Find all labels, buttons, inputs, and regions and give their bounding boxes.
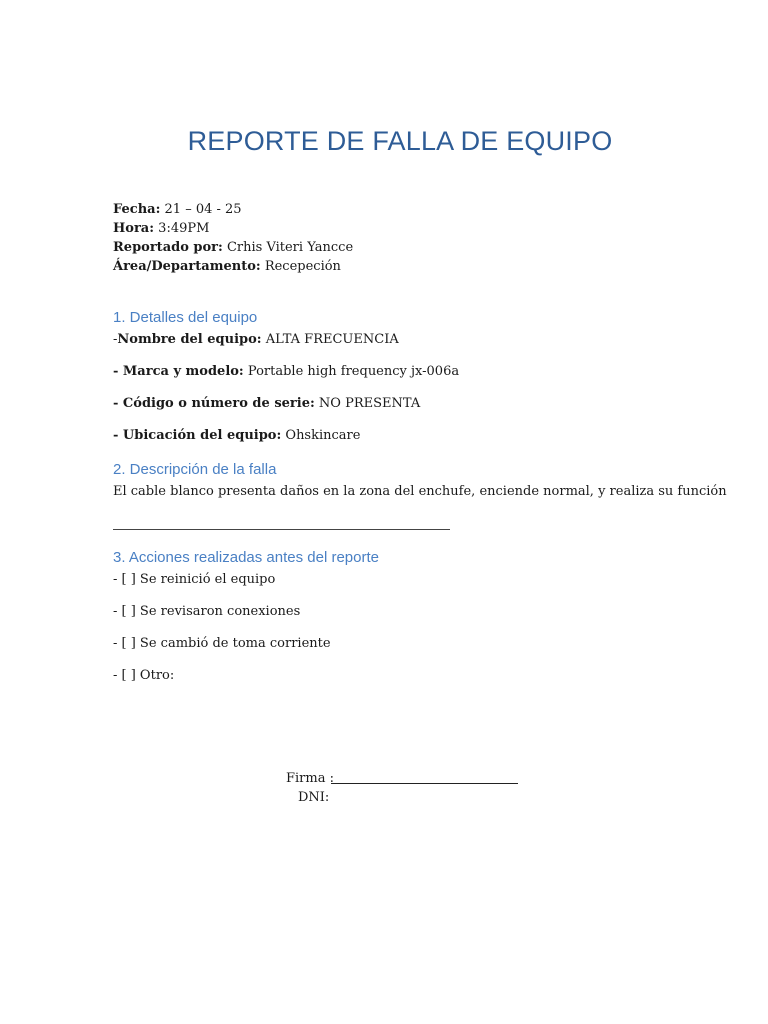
- nombre-line: [113, 332, 399, 347]
- codigo-label: - Código o número de serie:: [113, 396, 315, 411]
- marca-value: Portable high frequency jx-006a: [247, 364, 460, 379]
- meta-fecha: [113, 200, 353, 219]
- meta-hora: [113, 219, 353, 238]
- checklist-item: - [ ] Se revisaron conexiones: [113, 604, 301, 619]
- codigo-value: NO PRESENTA: [318, 396, 421, 411]
- section3-heading: 3. Acciones realizadas antes del reporte: [113, 549, 379, 566]
- section1-heading: 1. Detalles del equipo: [113, 309, 258, 326]
- meta-reportado: [113, 238, 353, 257]
- nombre-label: Nombre del equipo:: [117, 332, 262, 347]
- checklist-item: - [ ] Otro:: [113, 668, 175, 683]
- dni-label: DNI:: [298, 790, 330, 805]
- meta-area: [113, 257, 353, 276]
- hora-value: 3:49PM: [158, 221, 210, 236]
- checklist-item: - [ ] Se reinició el equipo: [113, 572, 276, 587]
- section2-heading: 2. Descripción de la falla: [113, 461, 277, 478]
- area-value: Recepeción: [264, 259, 341, 274]
- area-label: Área/Departamento:: [113, 259, 261, 274]
- marca-line: [113, 364, 459, 379]
- reportado-label: Reportado por:: [113, 240, 223, 255]
- marca-label: - Marca y modelo:: [113, 364, 244, 379]
- document-title: REPORTE DE FALLA DE EQUIPO: [187, 126, 613, 156]
- ubicacion-value: Ohskincare: [285, 428, 361, 443]
- nombre-prefix: -: [113, 332, 118, 347]
- blank-line-divider: [113, 529, 450, 530]
- fecha-value: 21 – 04 - 25: [164, 202, 242, 217]
- report-meta: [113, 200, 353, 276]
- falla-description: El cable blanco presenta daños en la zona del enchufe, enciende normal, y realiza su función: [113, 484, 727, 499]
- ubicacion-label: - Ubicación del equipo:: [113, 428, 282, 443]
- hora-label: Hora:: [113, 221, 155, 236]
- fecha-label: Fecha:: [113, 202, 161, 217]
- firma-label: Firma :: [286, 771, 334, 786]
- codigo-line: [113, 396, 420, 411]
- checklist-item: - [ ] Se cambió de toma corriente: [113, 636, 331, 651]
- firma-signature-line: [331, 783, 518, 784]
- ubicacion-line: [113, 428, 360, 443]
- nombre-value: ALTA FRECUENCIA: [265, 332, 399, 347]
- reportado-value: Crhis Viteri Yancce: [226, 240, 354, 255]
